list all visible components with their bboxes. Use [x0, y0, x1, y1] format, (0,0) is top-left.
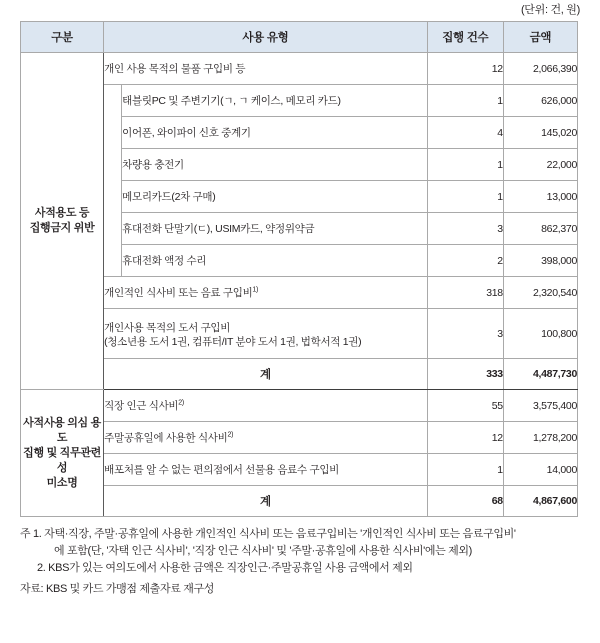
total-label: 계 — [104, 486, 428, 517]
usage-label: 태블릿PC 및 주변기기(ㄱ, ㄱ 케이스, 메모리 카드) — [122, 85, 428, 117]
footnote-marker: 2) — [227, 431, 234, 438]
header-category: 구분 — [21, 22, 104, 53]
amount-value: 2,066,390 — [503, 53, 577, 85]
usage-label-with-footnote — [104, 277, 428, 309]
table-body — [21, 53, 578, 517]
amount-value: 398,000 — [503, 245, 577, 277]
header-row — [21, 22, 578, 53]
table-row — [21, 454, 578, 486]
usage-label: 직장 인근 식사비 — [104, 399, 179, 412]
amount-value: 100,800 — [503, 309, 577, 359]
total-amount-value: 4,487,730 — [503, 359, 577, 390]
usage-label-detail: (청소년용 도서 1권, 컴퓨터/IT 분야 도서 1권, 법학서적 1권) — [104, 335, 362, 348]
usage-label: 개인적인 식사비 또는 음료 구입비 — [104, 286, 253, 299]
usage-label-with-footnote — [104, 422, 428, 454]
total-label: 계 — [104, 359, 428, 390]
sub-item-indent-spacer — [104, 85, 122, 277]
note-1-line-2: 에 포함(단, '자택 인근 식사비', '직장 인근 식사비' 및 '주말·공휴일에 사용한 식사비'에는 제외) — [54, 545, 472, 557]
table-row-total — [21, 359, 578, 390]
count-value: 1 — [427, 181, 503, 213]
total-count-value: 68 — [427, 486, 503, 517]
amount-value: 2,320,540 — [503, 277, 577, 309]
header-usage-type: 사용 유형 — [104, 22, 428, 53]
category-line-1: 사적사용 의심 용도 — [23, 416, 101, 444]
count-value: 4 — [427, 117, 503, 149]
table-row — [21, 422, 578, 454]
category-line-2: 집행 및 직무관련성 — [23, 446, 101, 474]
usage-label: 휴대전화 단말기(ㄷ), USIM카드, 약정위약금 — [122, 213, 428, 245]
table-notes — [20, 517, 580, 598]
usage-label-with-footnote — [104, 390, 428, 422]
usage-label: 메모리카드(2차 구매) — [122, 181, 428, 213]
usage-label: 이어폰, 와이파이 신호 중계기 — [122, 117, 428, 149]
amount-value: 145,020 — [503, 117, 577, 149]
footnote-marker: 1) — [252, 286, 259, 293]
total-count-value: 333 — [427, 359, 503, 390]
amount-value: 1,278,200 — [503, 422, 577, 454]
usage-label: 개인사용 목적의 도서 구입비 — [104, 321, 231, 334]
amount-value: 3,575,400 — [503, 390, 577, 422]
header-count: 집행 건수 — [427, 22, 503, 53]
table-header — [21, 22, 578, 53]
category-line-2: 집행금지 위반 — [29, 222, 95, 234]
note-1-line-1: 주 1. 자택·직장, 주말·공휴일에 사용한 개인적인 식사비 또는 음료구입비는 '개인적인 식사비 또는 음료구입비' — [20, 528, 516, 540]
count-value: 3 — [427, 309, 503, 359]
count-value: 12 — [427, 422, 503, 454]
category-line-1: 사적용도 등 — [34, 207, 90, 219]
amount-value: 13,000 — [503, 181, 577, 213]
amount-value: 22,000 — [503, 149, 577, 181]
count-value: 2 — [427, 245, 503, 277]
footnote-marker: 2) — [178, 399, 184, 406]
category-cell-suspected-private-use — [21, 390, 104, 517]
amount-value: 14,000 — [503, 454, 577, 486]
header-amount: 금액 — [503, 22, 577, 53]
count-value: 1 — [427, 85, 503, 117]
amount-value: 626,000 — [503, 85, 577, 117]
usage-label: 배포처를 알 수 없는 편의점에서 선물용 음료수 구입비 — [104, 454, 428, 486]
usage-label: 주말공휴일에 사용한 식사비 — [104, 431, 228, 444]
note-2: 2. KBS가 있는 여의도에서 사용한 금액은 직장인근·주말공휴일 사용 금액에서 제외 — [37, 562, 413, 574]
total-amount-value: 4,867,600 — [503, 486, 577, 517]
usage-label: 차량용 충전기 — [122, 149, 428, 181]
usage-label: 휴대전화 액정 수리 — [122, 245, 428, 277]
table-row — [21, 53, 578, 85]
count-value: 55 — [427, 390, 503, 422]
source-note: 자료: KBS 및 카드 가맹점 제출자료 재구성 — [20, 583, 215, 595]
usage-label: 개인 사용 목적의 물품 구입비 등 — [104, 53, 428, 85]
table-row — [21, 390, 578, 422]
count-value: 1 — [427, 454, 503, 486]
amount-value: 862,370 — [503, 213, 577, 245]
table-row-total — [21, 486, 578, 517]
count-value: 12 — [427, 53, 503, 85]
unit-note: (단위: 건, 원) — [520, 4, 580, 16]
count-value: 318 — [427, 277, 503, 309]
usage-label-multiline — [104, 309, 428, 359]
table-row — [21, 85, 578, 117]
count-value: 1 — [427, 149, 503, 181]
table-row — [21, 277, 578, 309]
category-line-3: 미소명 — [46, 476, 78, 489]
count-value: 3 — [427, 213, 503, 245]
category-cell-private-use — [21, 53, 104, 390]
table-row — [21, 309, 578, 359]
expenditure-table — [20, 21, 578, 517]
